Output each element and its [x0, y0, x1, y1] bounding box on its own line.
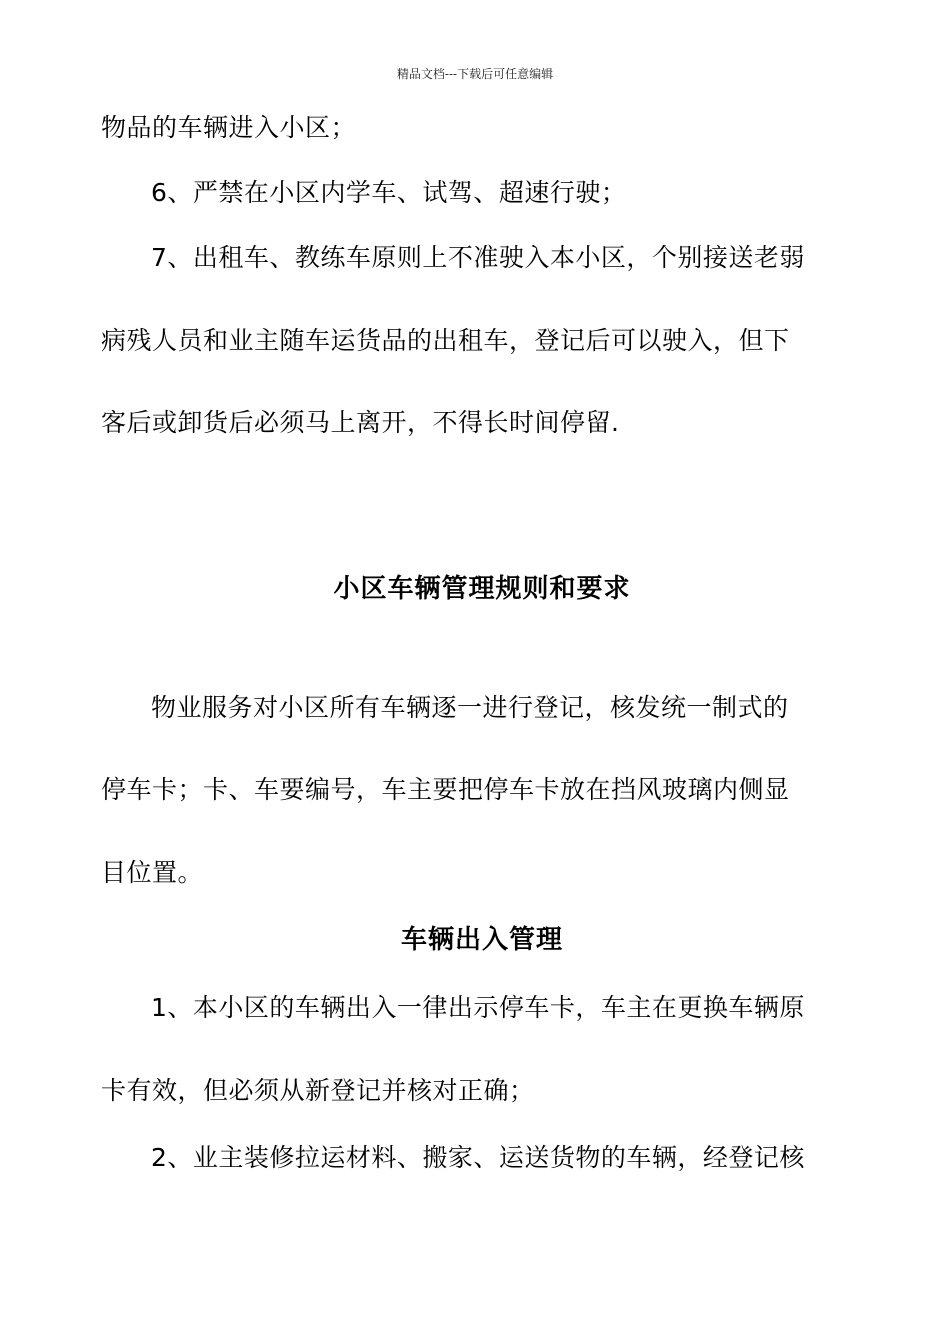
paragraph-line: 病残人员和业主随车运货品的出租车，登记后可以驶入，但下: [101, 326, 790, 355]
paragraph-line: 客后或卸货后必须马上离开，不得长时间停留.: [101, 408, 620, 437]
page-header: 精品文档---下载后可任意编辑: [396, 67, 554, 81]
section-heading: 小区车辆管理规则和要求: [333, 574, 631, 604]
paragraph-line: 物业服务对小区所有车辆逐一进行登记，核发统一制式的: [151, 693, 789, 722]
paragraph-line: 卡有效，但必须从新登记并核对正确；: [101, 1076, 535, 1105]
section-heading: 车辆出入管理: [400, 925, 563, 955]
list-item-6: 6、严禁在小区内学车、试驾、超速行驶；: [151, 178, 627, 207]
paragraph-line: 目位置。: [101, 858, 204, 887]
paragraph-line: 停车卡；卡、车要编号，车主要把停车卡放在挡风玻璃内侧显: [101, 775, 790, 804]
paragraph-line: 物品的车辆进入小区；: [101, 113, 357, 142]
list-item-2: 2、业主装修拉运材料、搬家、运送货物的车辆，经登记核: [151, 1143, 805, 1172]
list-item-7: 7、出租车、教练车原则上不准驶入本小区，个别接送老弱: [151, 243, 805, 272]
list-item-1: 1、本小区的车辆出入一律出示停车卡，车主在更换车辆原: [151, 993, 805, 1022]
